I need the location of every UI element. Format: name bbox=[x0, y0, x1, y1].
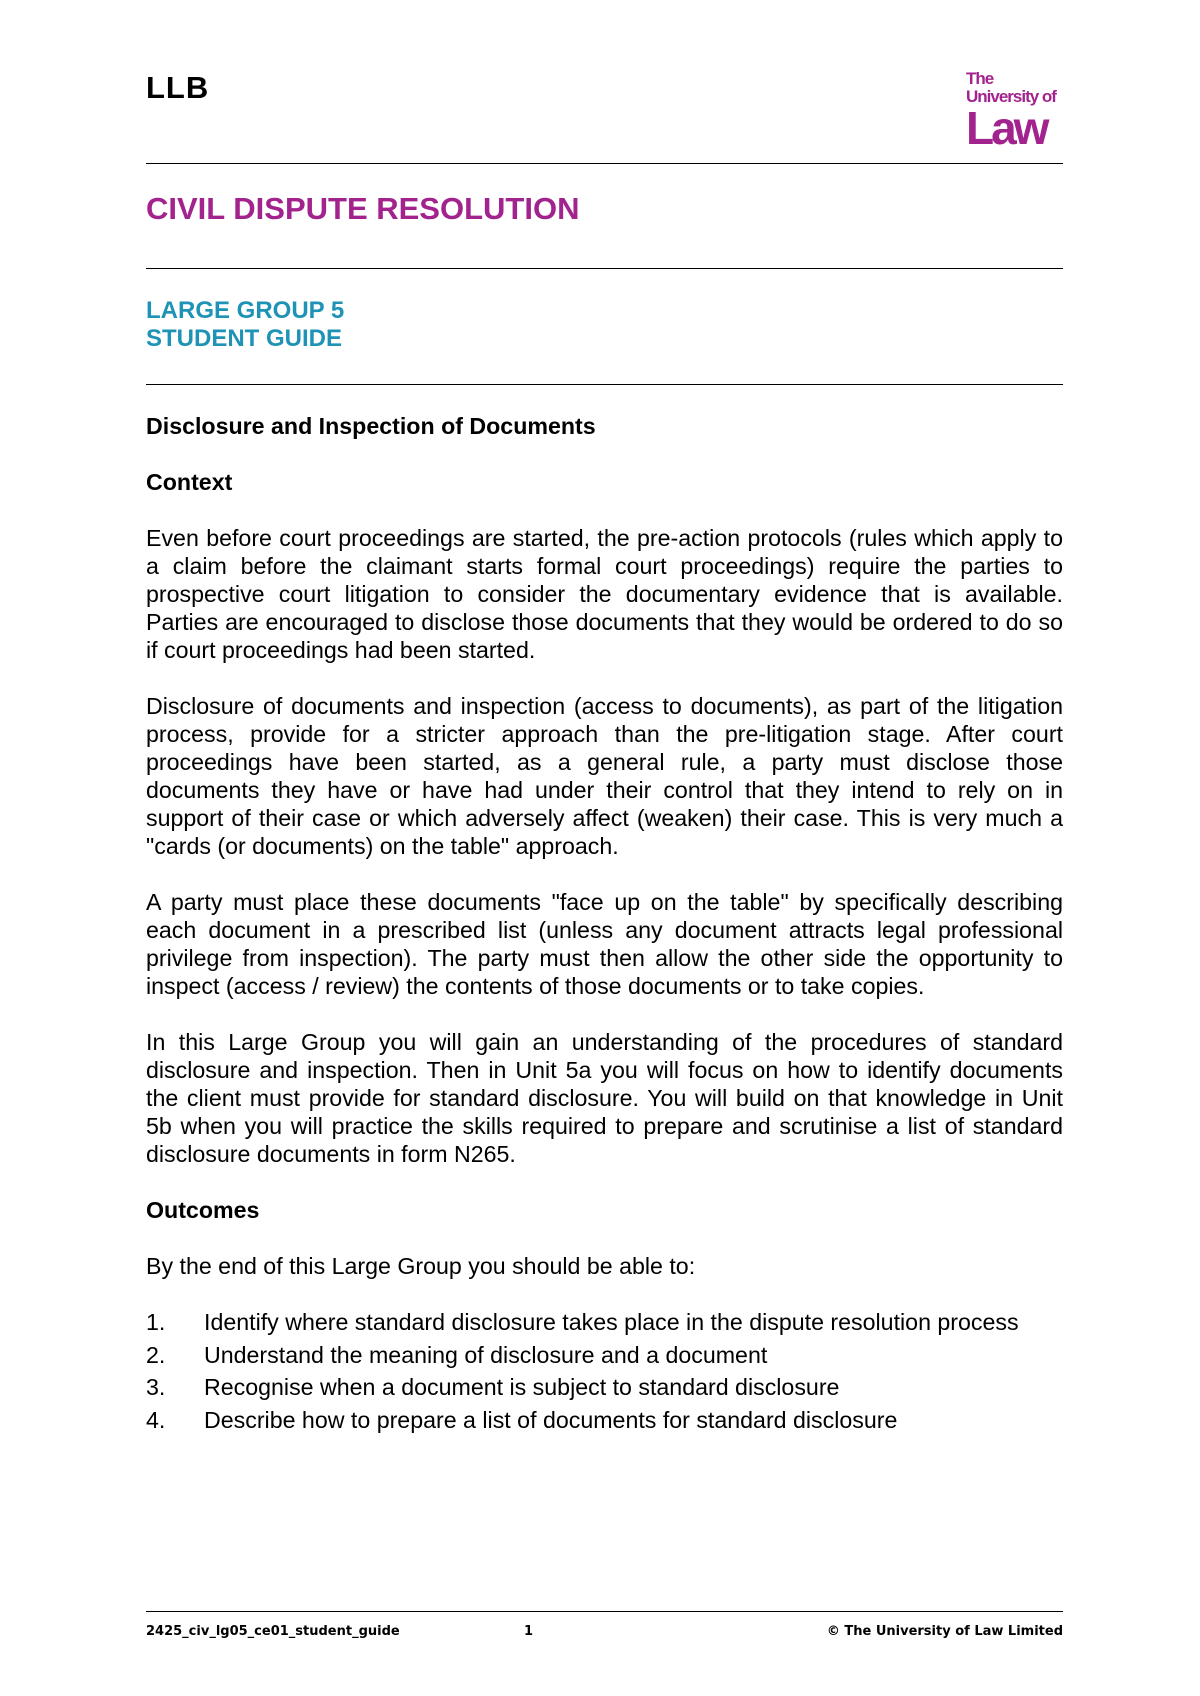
context-heading: Context bbox=[146, 469, 233, 495]
outcome-item bbox=[146, 1373, 1063, 1401]
outcome-text: Recognise when a document is subject to standard disclosure bbox=[204, 1374, 840, 1400]
outcome-text: Understand the meaning of disclosure and a document bbox=[204, 1341, 768, 1368]
divider-middle bbox=[146, 268, 1063, 269]
header-title: LLB bbox=[146, 70, 210, 105]
footer-copyright: © The University of Law Limited bbox=[826, 1624, 1063, 1639]
outcome-item bbox=[146, 1341, 1063, 1369]
outcome-number: 3. bbox=[146, 1374, 166, 1400]
outcome-number: 4. bbox=[146, 1406, 166, 1433]
divider-top bbox=[146, 163, 1063, 164]
page-footer bbox=[146, 1624, 1063, 1644]
document-title: CIVIL DISPUTE RESOLUTION bbox=[146, 191, 580, 226]
outcomes-intro: By the end of this Large Group you should be able to: bbox=[146, 1253, 696, 1279]
divider-footer bbox=[146, 1611, 1063, 1612]
outcome-number: 2. bbox=[146, 1341, 166, 1368]
outcome-text: Describe how to prepare a list of documents for standard disclosure bbox=[204, 1406, 898, 1433]
divider-lower bbox=[146, 384, 1063, 385]
paragraph: Disclosure of documents and inspection (access to documents), as part of the litigation process, provide for a stricter approach than the pre-litigation stage. After court proceedings have been started, as a general rule, a party must disclose those documents they have or have had under their control that they intend to rely on in support of their case or which adversely affect (weaken) their case. This is very much a "cards (or documents) on the table" approach. bbox=[146, 693, 1063, 859]
subtitle-line-2: STUDENT GUIDE bbox=[146, 325, 343, 352]
outcome-number: 1. bbox=[146, 1309, 166, 1335]
document-subtitle bbox=[146, 297, 344, 353]
footer-page-number: 1 bbox=[524, 1624, 534, 1639]
university-logo: The University of Law bbox=[966, 69, 1056, 154]
section-heading: Disclosure and Inspection of Documents bbox=[146, 413, 596, 439]
outcome-item bbox=[146, 1308, 1063, 1336]
outcomes-heading: Outcomes bbox=[146, 1197, 260, 1223]
subtitle-line-1: LARGE GROUP 5 bbox=[146, 297, 345, 324]
footer-filename: 2425_civ_lg05_ce01_student_guide bbox=[146, 1624, 400, 1639]
outcome-text: Identify where standard disclosure takes place in the dispute resolution process bbox=[204, 1309, 1019, 1335]
outcomes-list bbox=[146, 1308, 1063, 1434]
paragraph: Even before court proceedings are started, the pre-action protocols (rules which apply to a claim before the claimant starts formal court proceedings) require the parties to prospective court litigation to consider the documentary evidence that is available. Parties are encouraged to disclose those documents that they would be ordered to do so if court proceedings had been started. bbox=[146, 525, 1063, 663]
outcome-item bbox=[146, 1406, 1063, 1434]
document-body bbox=[146, 412, 1063, 1438]
paragraph: In this Large Group you will gain an understanding of the procedures of standard disclosure and inspection. Then in Unit 5a you will focus on how to identify documents the client must provide for standard disclosure. You will build on that knowledge in Unit 5b when you will practice the skills required to prepare and scrutinise a list of standard disclosure documents in form N265. bbox=[146, 1029, 1063, 1167]
paragraph: A party must place these documents "face up on the table" by specifically describing each document in a prescribed list (unless any document attracts legal professional privilege from inspection). The party must then allow the other side the opportunity to inspect (access / review) the contents of those documents or to take copies. bbox=[146, 889, 1063, 999]
